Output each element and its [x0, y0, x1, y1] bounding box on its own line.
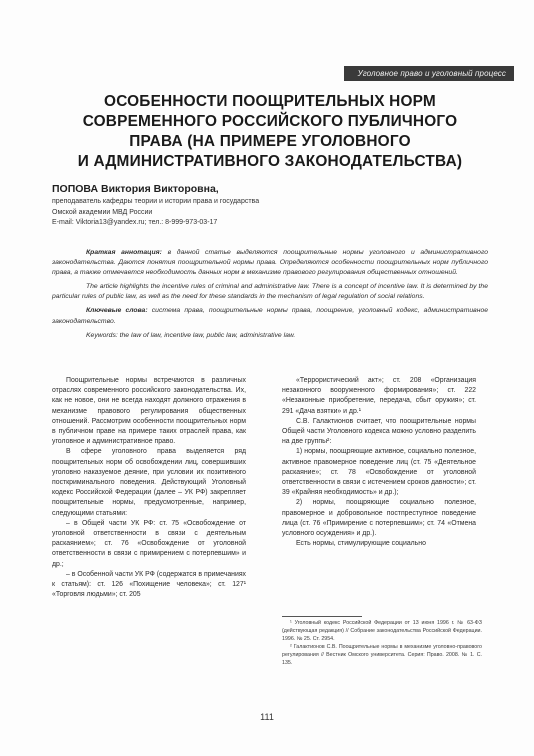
author-position: преподаватель кафедры теории и истории права и государства [52, 198, 260, 205]
paragraph: В сфере уголовного права выделяется ряд поощрительных норм об освобождении лиц, совершивших уголовно наказуемое деяние, при условии их позитивного посткриминального поведения. Действующий Уголовный кодекс Российской Федерации (далее – УК РФ) закрепляет поощрительные нормы, предусмотренные, например, следующими статьями: [52, 448, 246, 517]
author-name: ПОПОВА Виктория Викторовна, [52, 183, 219, 195]
paragraph: Есть нормы, стимулирующие социально [296, 540, 426, 548]
title-line: ПРАВА (НА ПРИМЕРЕ УГОЛОВНОГО [129, 133, 411, 150]
paragraph: – в Особенной части УК РФ (содержатся в примечаниях к статьям): ст. 126 «Похищение человека»; ст. 127¹ «Торговля людьми»; ст. 205 [52, 570, 246, 599]
paragraph: – в Общей части УК РФ: ст. 75 «Освобождение от уголовной ответственности в связи с деятельным раскаянием»; ст. 76 «Освобождение от уголовной ответственности в связи с примирением с потерпевшим» и др.; [52, 519, 246, 568]
paragraph: 2) нормы, поощряющие социально полезное, правомерное и добровольное постпреступное поведение лица (ст. 76 «Примирение с потерпевшим»; ст. 74 «Отмена условного осуждения» и др.). [282, 499, 476, 538]
body-column-left [52, 376, 246, 600]
body-column-right [282, 376, 476, 549]
keywords-text: система права, поощрительные нормы права, поощрение, уголовный кодекс, административное законодательство. [52, 307, 489, 325]
title-line: ОСОБЕННОСТИ ПООЩРИТЕЛЬНЫХ НОРМ [104, 93, 436, 110]
author-affiliation: Омской академии МВД России [52, 208, 153, 216]
page-number: 111 [260, 712, 274, 722]
footnotes [282, 620, 482, 669]
footnote: ¹ Уголовный кодекс Российской Федерации от 13 июня 1996 г. № 63-ФЗ (действующая редакция) // Собрание законодательства Российской Федерации. 1996. № 25. Ст. 2954. [282, 620, 482, 642]
paragraph: Поощрительные нормы встречаются в различных отраслях современного российского законодательства. Их, как не новое, они не всегда находят должного отражения в механизме правового регулирования общественных отношений. Рассмотрим особенности поощрительных норм в публичном праве на примере таких отраслей права, как уголовное и административное право. [52, 377, 246, 446]
running-header: Уголовное право и уголовный процесс [344, 66, 514, 81]
keywords-label: Ключевые слова: [86, 307, 148, 315]
english-abstract: The article highlights the incentive rules of criminal and administrative law. There is a concept of incentive law. It is determined by the particular rules of public law, as well as the need for these standards in the mechanism of legal regulation of social relations. [52, 283, 488, 301]
article-title [40, 92, 500, 172]
footnote: ² Галактионов С.В. Поощрительные нормы в механизме уголовно-правового регулирования // Вестник Омского университета. Серия: Право. 2008. № 1. С. 135. [282, 644, 482, 666]
paragraph: 1) нормы, поощряющие активное, социально полезное, активное правомерное поведение лиц (ст. 75 «Деятельное раскаяние»; ст. 78 «Освобождение от уголовной ответственности в связи с истечением сроков давности»; ст. 39 «Крайняя необходимость» и др.); [282, 448, 476, 497]
paragraph: «Террористический акт»; ст. 208 «Организация незаконного вооруженного формирования»; ст. 222 «Незаконные приобретение, передача, сбыт оружия»; ст. 291 «Дача взятки» и др.¹ [282, 377, 476, 415]
author-contact: E-mail: Viktoria13@yandex.ru; тел.: 8-999-973-03-17 [52, 219, 218, 226]
paragraph: С.В. Галактионов считает, что поощрительные нормы Общей части Уголовного кодекса можно условно разделить на две группы²: [282, 417, 476, 446]
author-info [52, 197, 362, 229]
annotation-paragraph [52, 248, 488, 278]
annotation-label: Краткая аннотация: [86, 249, 162, 256]
keywords-paragraph [52, 306, 488, 326]
footnote-divider [282, 616, 362, 617]
title-line: И АДМИНИСТРАТИВНОГО ЗАКОНОДАТЕЛЬСТВА) [77, 153, 463, 170]
keywords-english: Keywords: the law of law, incentive law, public law, administrative law. [86, 331, 296, 339]
title-line: СОВРЕМЕННОГО РОССИЙСКОГО ПУБЛИЧНОГО [82, 113, 458, 130]
annotation-text: в данной статье выделяются поощрительные нормы уголовного и административного законодательства. Даются понятия поощрительной нормы права. Определяются особенности поощрительных норм публичного права, а также отмечается необходимость данных норм в механизме правового регулирования общественных отношений. [52, 249, 488, 277]
abstract [52, 248, 488, 345]
